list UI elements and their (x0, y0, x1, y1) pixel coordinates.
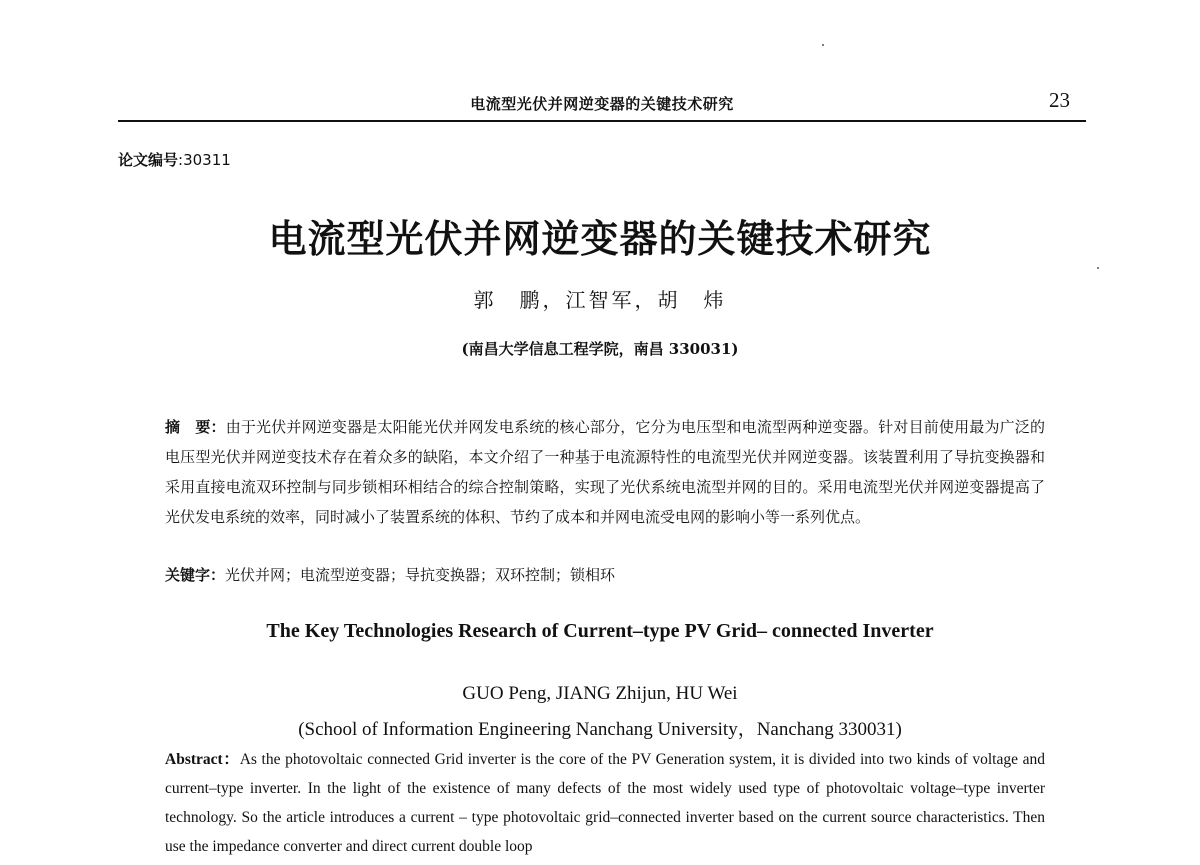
authors-cn: 郭 鹏，江智军，胡 炜 (473, 288, 727, 312)
keywords-cn-label: 关键字： (165, 566, 226, 584)
abstract-en (165, 745, 1045, 861)
abstract-en-label: Abstract： (165, 751, 240, 768)
keywords-cn (165, 562, 1045, 588)
paper-id-label: 论文编号 (118, 151, 179, 169)
paper-id-value: :30311 (178, 151, 231, 169)
authors-en: GUO Peng, JIANG Zhijun, HU Wei (462, 683, 738, 704)
title-en: The Key Technologies Research of Current–type PV Grid– connected Inverter (266, 620, 934, 642)
abstract-cn-text: 由于光伏并网逆变器是太阳能光伏并网发电系统的核心部分，它分为电压型和电流型两种逆变器。针对目前使用最为广泛的电压型光伏并网逆变技术存在着众多的缺陷，本文介绍了一种基于电流源特性的电流型光伏并网逆变器。该装置利用了导抗变换器和采用直接电流双环控制与同步锁相环相结合的综合控制策略，实现了光伏系统电流型并网的目的。采用电流型光伏并网逆变器提高了光伏发电系统的效率，同时减小了装置系统的体积、节约了成本和并网电流受电网的影响小等一系列优点。 (165, 418, 1045, 526)
running-header (118, 88, 1086, 122)
abstract-cn (165, 412, 1045, 532)
running-title: 电流型光伏并网逆变器的关键技术研究 (470, 95, 734, 113)
title-cn: 电流型光伏并网逆变器的关键技术研究 (268, 217, 932, 261)
keywords-cn-text: 光伏并网；电流型逆变器；导抗变换器；双环控制；锁相环 (225, 566, 616, 584)
abstract-en-text: As the photovoltaic connected Grid inverter is the core of the PV Generation system, it is divided into two kinds of voltage and current–type inverter. In the light of the existence of many defects of the most widely used type of photovoltaic voltage–type inverter technology. So the article introduces a current – type photovoltaic grid–connected inverter based on the current source characteristics. Then use the impedance converter and direct current double loop (165, 751, 1045, 855)
affiliation-cn: (南昌大学信息工程学院，南昌 330031) (461, 340, 739, 358)
paper-id (118, 149, 231, 170)
scan-speck (822, 44, 824, 46)
abstract-cn-label: 摘 要： (165, 418, 226, 436)
page-number: 23 (1049, 88, 1070, 112)
affiliation-en: (School of Information Engineering Nanchang University，Nanchang 330031) (298, 719, 902, 740)
scan-speck (1097, 267, 1099, 269)
